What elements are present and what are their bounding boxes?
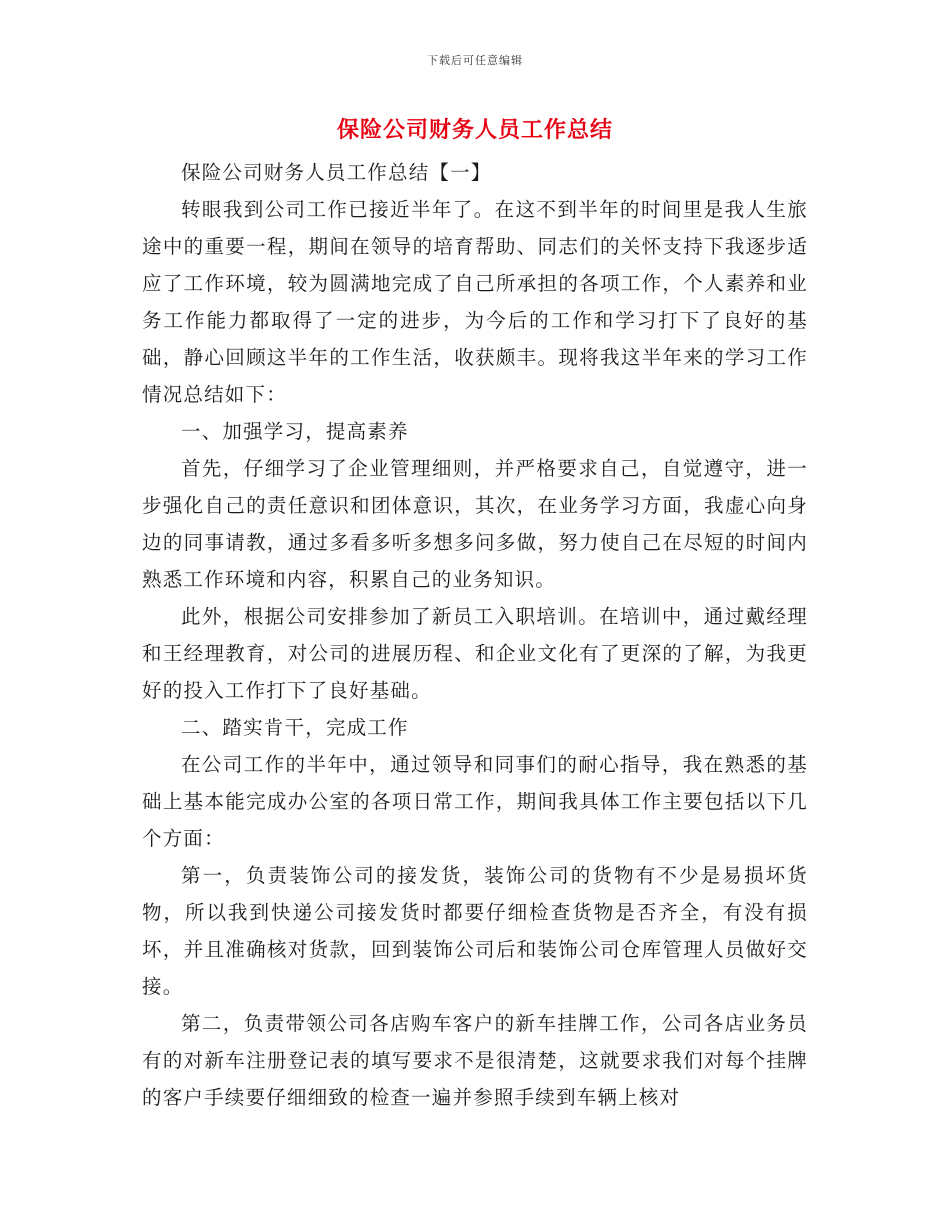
body-paragraph: 转眼我到公司工作已接近半年了。在这不到半年的时间里是我人生旅途中的重要一程，期间在领导的培育帮助、同志们的关怀支持下我逐步适应了工作环境，较为圆满地完成了自己所承担的各项工作，个人素养和业务工作能力都取得了一定的进步，为今后的工作和学习打下了良好的基础，静心回顾这半年的工作生活，收获颇丰。现将我这半年来的学习工作情况总结如下： [142,198,808,406]
body-paragraph: 首先，仔细学习了企业管理细则，并严格要求自己，自觉遵守，进一步强化自己的责任意识和团体意识，其次，在业务学习方面，我虚心向身边的同事请教，通过多看多听多想多问多做，努力使自己在尽短的时间内熟悉工作环境和内容，积累自己的业务知识。 [142,457,808,591]
document-title: 保险公司财务人员工作总结 [336,117,613,143]
body-paragraph: 此外，根据公司安排参加了新员工入职培训。在培训中，通过戴经理和王经理教育，对公司的进展历程、和企业文化有了更深的了解，为我更好的投入工作打下了良好基础。 [142,605,808,702]
header-note: 下载后可任意编辑 [427,54,523,67]
body-paragraph: 第一，负责装饰公司的接发货，装饰公司的货物有不少是易损坏货物，所以我到快递公司接发货时都要仔细检查货物是否齐全，有没有损坏，并且准确核对货款，回到装饰公司后和装饰公司仓库管理人员做好交接。 [142,864,808,998]
body-paragraph: 第二，负责带领公司各店购车客户的新车挂牌工作，公司各店业务员有的对新车注册登记表的填写要求不是很清楚，这就要求我们对每个挂牌的客户手续要仔细细致的检查一遍并参照手续到车辆上核对 [142,1012,808,1109]
section-heading: 二、踏实肯干，完成工作 [181,716,409,739]
section-heading: 保险公司财务人员工作总结【一】 [181,161,492,184]
section-heading: 一、加强学习，提高素养 [181,420,409,443]
body-paragraph: 在公司工作的半年中，通过领导和同事们的耐心指导，我在熟悉的基础上基本能完成办公室的各项日常工作，期间我具体工作主要包括以下几个方面： [142,753,808,850]
document-body [142,154,808,1116]
